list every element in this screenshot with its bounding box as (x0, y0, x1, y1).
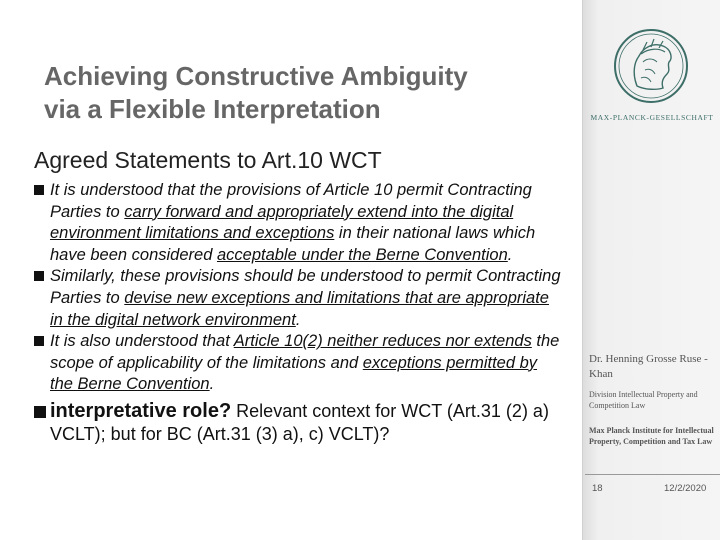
square-bullet-icon (34, 185, 44, 195)
square-bullet-icon (34, 271, 44, 281)
square-bullet-icon (34, 406, 46, 418)
slide-title (44, 60, 564, 126)
bullet-list (34, 180, 564, 446)
bullet-lead: interpretative role? (50, 399, 232, 422)
bullet-item-1: It is understood that the provisions of Article 10 permit Contracting Parties to carry forward and appropriately extend into the digital environment limitations and exceptions in their national laws which have been considered acceptable under the Berne Convention. (34, 180, 564, 266)
title-line-1: Achieving Constructive Ambiguity (44, 61, 468, 91)
title-line-2: via a Flexible Interpretation (44, 94, 381, 124)
sidebar-divider (582, 0, 583, 540)
footer-divider (585, 474, 720, 475)
org-name: MAX-PLANCK-GESELLSCHAFT (590, 113, 714, 122)
author-name: Dr. Henning Grosse Ruse - Khan (589, 353, 708, 380)
bullet-item-4: interpretative role? Relevant context for WCT (Art.31 (2) a) VCLT); but for BC (Art.31 (3) a), c) VCLT)? (34, 400, 564, 446)
square-bullet-icon (34, 336, 44, 346)
slide-subtitle: Agreed Statements to Art.10 WCT (34, 147, 382, 173)
minerva-head-icon (613, 28, 689, 104)
page-number: 18 (592, 483, 603, 494)
slide-date: 12/2/2020 (664, 483, 707, 494)
bullet-item-3: It is also understood that Article 10(2) neither reduces nor extends the scope of applicability of the limitations and exceptions permitted by the Berne Convention. (34, 331, 564, 396)
department-name: Division Intellectual Property and Competition Law (589, 390, 698, 410)
institute-name: Max Planck Institute for Intellectual Property, Competition and Tax Law (589, 426, 714, 446)
bullet-item-2: Similarly, these provisions should be understood to permit Contracting Parties to devise new exceptions and limitations that are appropriate in the digital network environment. (34, 266, 564, 331)
